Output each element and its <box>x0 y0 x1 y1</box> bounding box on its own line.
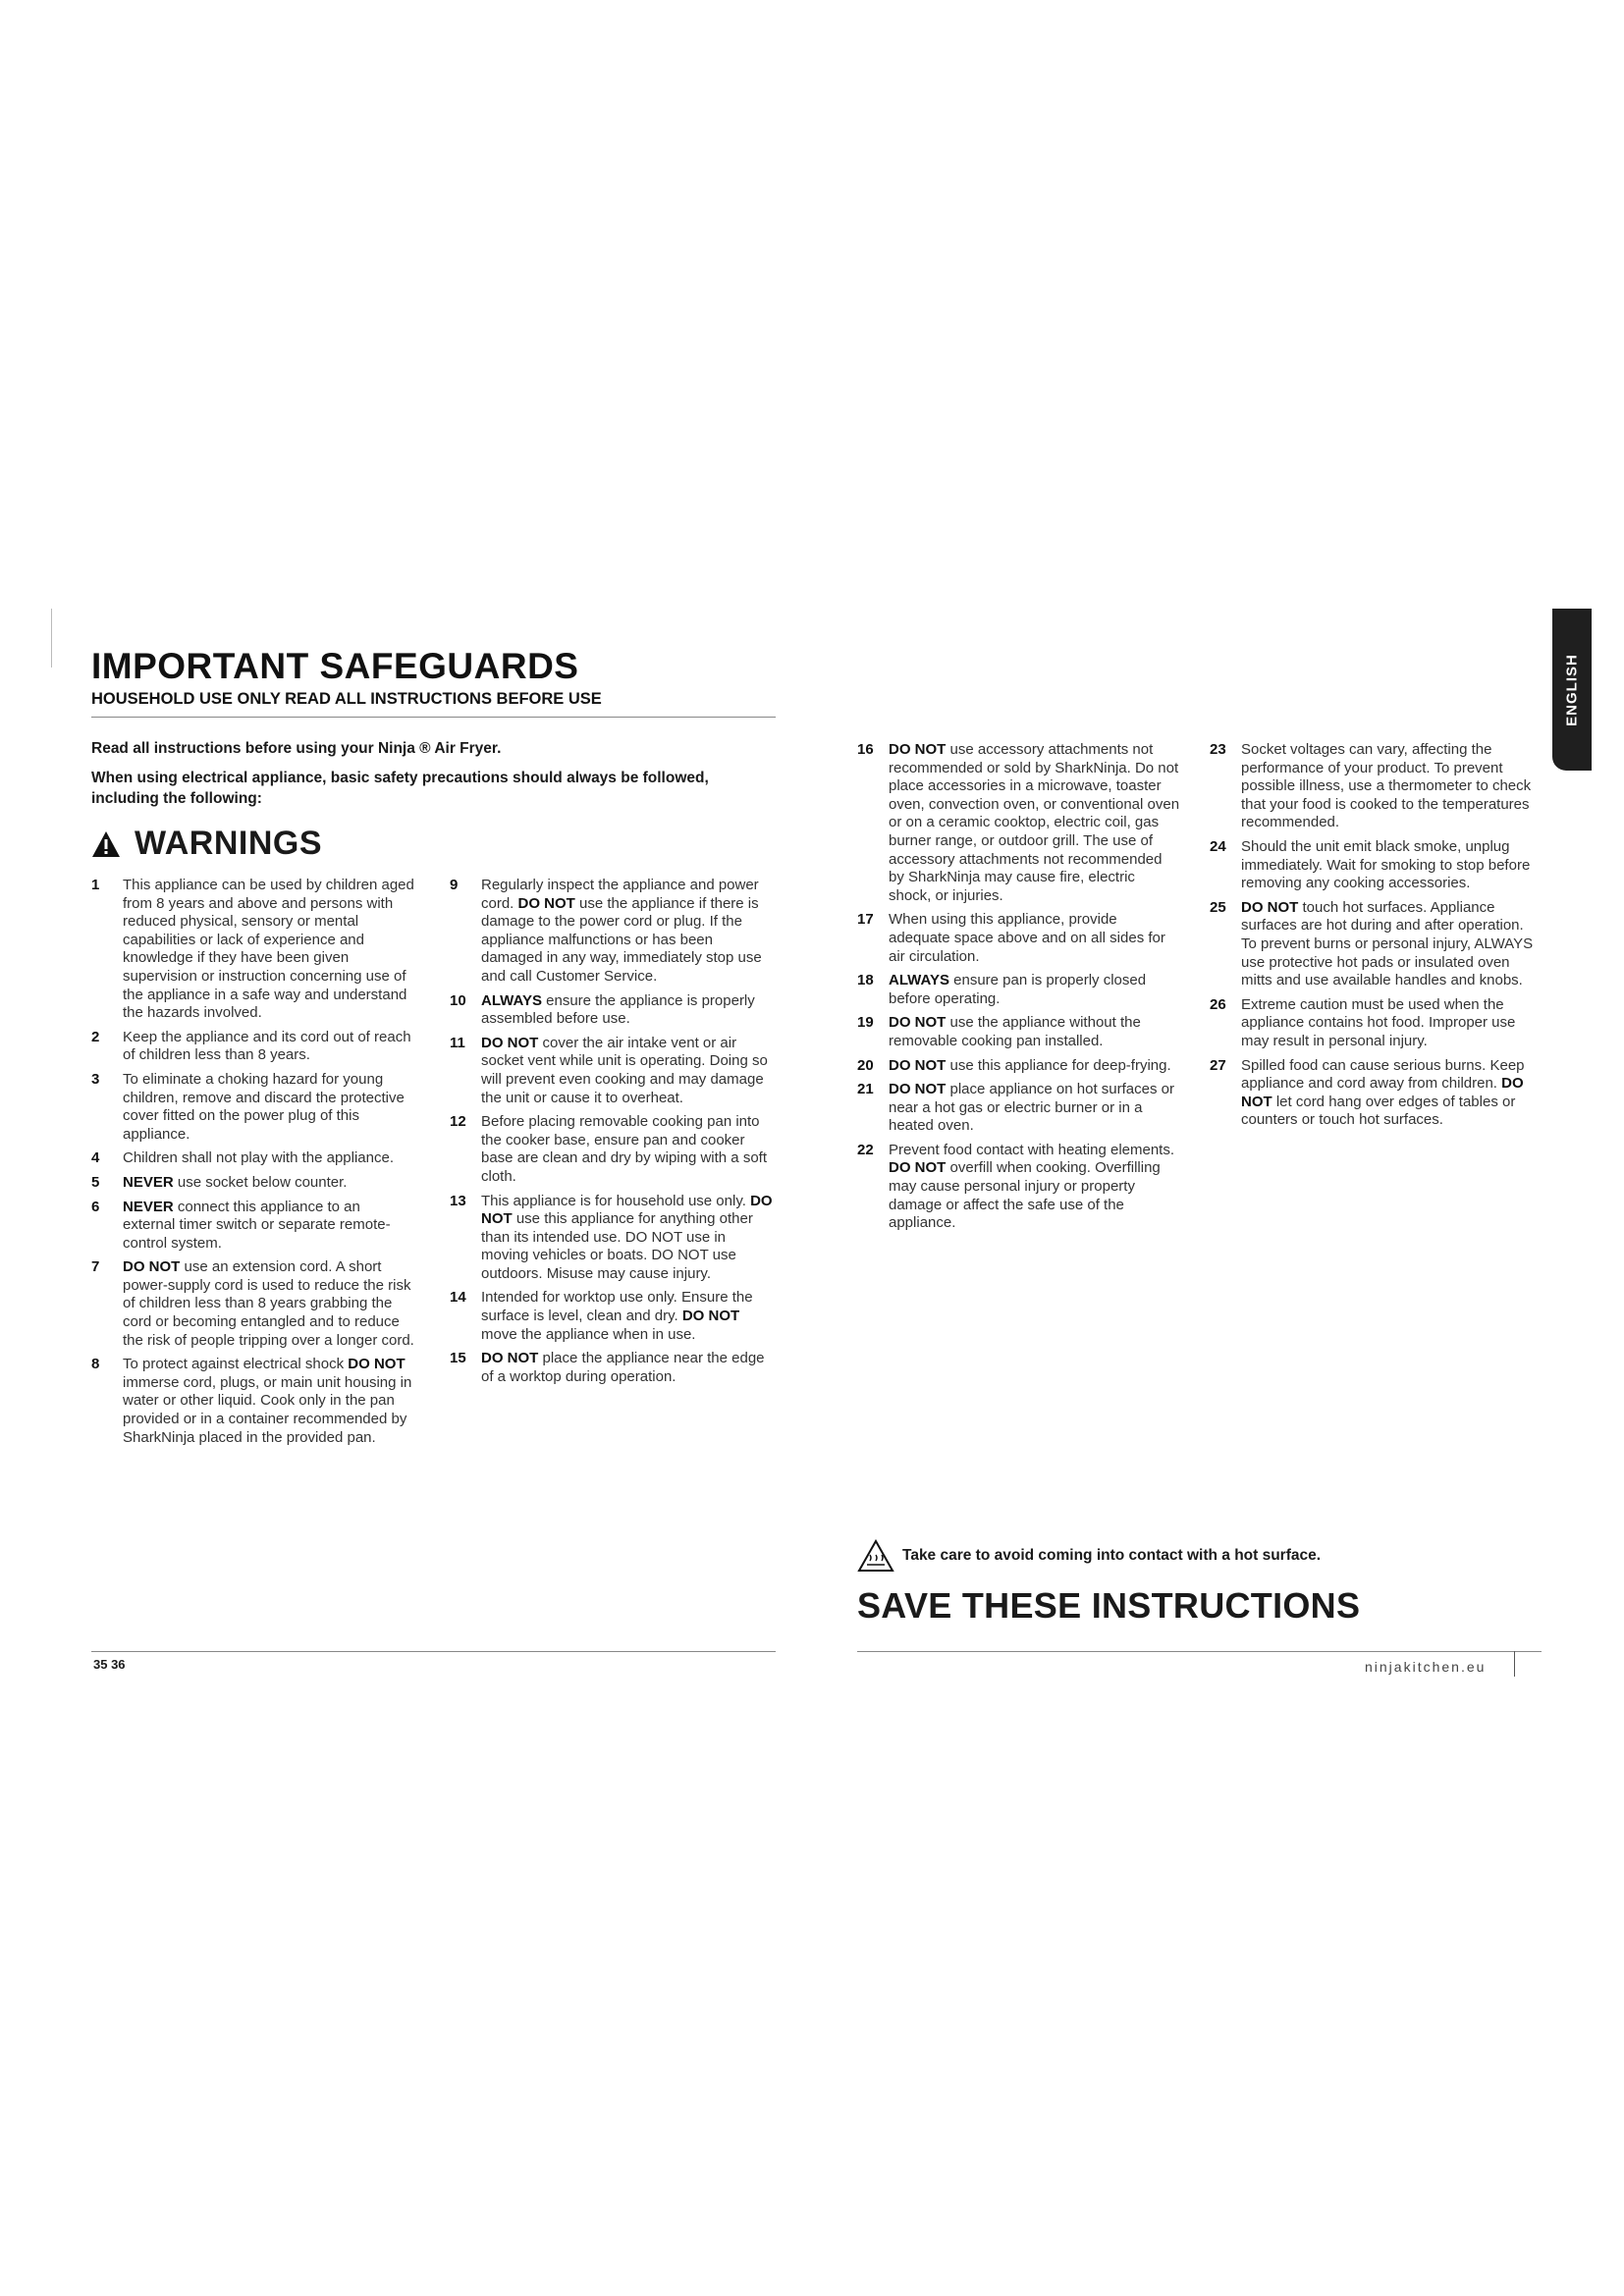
list-item: 3 To eliminate a choking hazard for young children, remove and discard the protective cover fitted on the power plug of this appliance. <box>91 1070 405 1143</box>
intro-line-1: Read all instructions before using your Ninja ® Air Fryer. <box>91 740 502 757</box>
list-item: 9 Regularly inspect the appliance and power cord. DO NOT use the appliance if there is damage to the power cord or plug. If the appliance malfunctions or has been damaged in any way, immediately stop use and call Customer Service. <box>450 877 762 985</box>
warnings-column-4 <box>1210 741 1534 1136</box>
website-url: ninjakitchen.eu <box>1365 1659 1487 1675</box>
list-item: 27 Spilled food can cause serious burns. Keep appliance and cord away from children. DO NOT let cord hang over edges of tables or counters or touch hot surfaces. <box>1210 1056 1525 1129</box>
page-numbers: 35 36 <box>93 1657 126 1672</box>
header-divider <box>91 717 776 718</box>
list-item: 2 Keep the appliance and its cord out of reach of children less than 8 years. <box>91 1028 411 1064</box>
warnings-heading-label: WARNINGS <box>135 825 322 862</box>
left-margin-line <box>51 609 52 667</box>
footer-divider-left <box>91 1651 776 1652</box>
list-item: 14 Intended for worktop use only. Ensure the surface is level, clean and dry. DO NOT move the appliance when in use. <box>450 1289 753 1343</box>
list-item: 23 Socket voltages can vary, affecting the performance of your product. To prevent possible illness, use a thermometer to check that your food is cooked to the temperatures recommended. <box>1210 741 1532 831</box>
list-item: 26 Extreme caution must be used when the appliance contains hot food. Improper use may result in personal injury. <box>1210 995 1516 1049</box>
list-item: 13 This appliance is for household use only. DO NOT use this appliance for anything other than its intended use. DO NOT use in moving vehicles or boats. DO NOT use outdoors. Misuse may cause injury. <box>450 1192 773 1282</box>
list-item: 11 DO NOT cover the air intake vent or air socket vent while unit is operating. Doing so will prevent even cooking and may damage the unit or cause it to overheat. <box>450 1034 768 1106</box>
list-item: 20 DO NOT use this appliance for deep-frying. <box>857 1056 1171 1074</box>
list-item: 24 Should the unit emit black smoke, unplug immediately. Wait for smoking to stop before removing any cooking accessories. <box>1210 837 1531 892</box>
list-item: 6 NEVER connect this appliance to an external timer switch or separate remote-control system. <box>91 1198 391 1252</box>
page-subtitle: HOUSEHOLD USE ONLY READ ALL INSTRUCTIONS BEFORE USE <box>91 690 602 708</box>
list-item: 21 DO NOT place appliance on hot surfaces or near a hot gas or electric burner or in a heated oven. <box>857 1081 1174 1135</box>
list-item: 17 When using this appliance, provide adequate space above and on all sides for air circulation. <box>857 911 1165 965</box>
list-item: 15 DO NOT place the appliance near the edge of a worktop during operation. <box>450 1350 765 1385</box>
footer-vertical-rule <box>1514 1651 1515 1677</box>
list-item: 5 NEVER use socket below counter. <box>91 1173 348 1191</box>
language-tab-label: ENGLISH <box>1563 653 1581 726</box>
warnings-heading <box>91 825 322 863</box>
language-tab <box>1552 609 1592 771</box>
list-item: 25 DO NOT touch hot surfaces. Appliance surfaces are hot during and after operation. To prevent burns or personal injury, ALWAYS use protective hot pads or insulated oven mitts and use available handles and knobs. <box>1210 898 1534 989</box>
list-item: 10 ALWAYS ensure the appliance is properly assembled before use. <box>450 991 755 1028</box>
list-item: 4 Children shall not play with the appliance. <box>91 1149 394 1167</box>
list-item: 8 To protect against electrical shock DO NOT immerse cord, plugs, or main unit housing in water or other liquid. Cook only in the pan provided or in a container recommended by SharkNinja placed in the provided pan. <box>91 1356 412 1446</box>
list-item: 12 Before placing removable cooking pan into the cooker base, ensure pan and cooker base are clean and dry by wiping with a soft cloth. <box>450 1113 767 1185</box>
save-instructions-heading: SAVE THESE INSTRUCTIONS <box>857 1585 1361 1626</box>
hot-surface-note-text: Take care to avoid coming into contact with a hot surface. <box>902 1547 1322 1564</box>
warning-triangle-icon <box>91 830 121 858</box>
list-item: 16 DO NOT use accessory attachments not recommended or sold by SharkNinja. Do not place accessories in a microwave, toaster oven, convection oven, or conventional oven or on a ceramic cooktop, electric coil, gas burner range, or outdoor grill. The use of accessory attachments not recommended by SharkNinja may cause fire, electric shock, or injuries. <box>857 741 1180 904</box>
list-item: 18 ALWAYS ensure pan is properly closed before operating. <box>857 972 1147 1007</box>
list-item: 22 Prevent food contact with heating elements. DO NOT overfill when cooking. Overfilling may cause personal injury or property damage or affect the safe use of the appliance. <box>857 1141 1175 1232</box>
warnings-column-2 <box>450 877 774 1392</box>
warnings-column-3 <box>857 741 1181 1239</box>
hot-surface-warning-icon <box>857 1539 894 1573</box>
page-title: IMPORTANT SAFEGUARDS <box>91 646 579 686</box>
list-item: 7 DO NOT use an extension cord. A short power-supply cord is used to reduce the risk of children less than 8 years grabbing the cord or becoming entangled and to reduce the risk of people tripping over a longer cord. <box>91 1258 414 1349</box>
hot-surface-note <box>857 1539 1321 1573</box>
list-item: 1 This appliance can be used by children aged from 8 years and above and persons with reduced physical, sensory or mental capabilities or lack of experience and knowledge if they have been given supervision or instruction concerning use of the appliance in a safe way and understand the hazards involved. <box>91 877 414 1022</box>
footer-divider-right <box>857 1651 1542 1652</box>
warnings-column-1 <box>91 877 415 1453</box>
intro-line-2: When using electrical appliance, basic safety precautions should always be followed, including the following: <box>91 770 709 807</box>
list-item: 19 DO NOT use the appliance without the removable cooking pan installed. <box>857 1014 1141 1049</box>
